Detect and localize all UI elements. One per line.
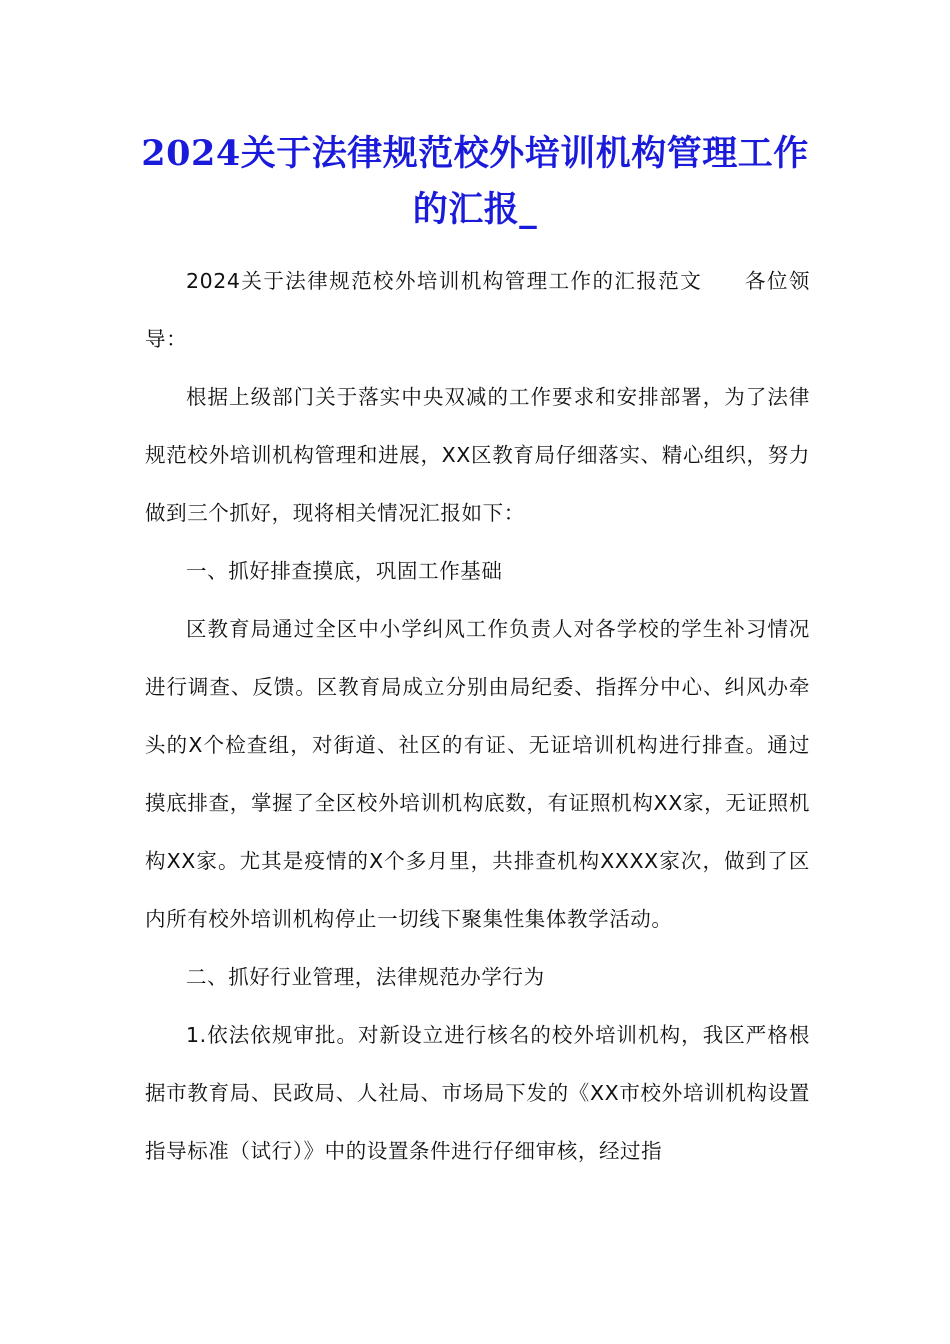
paragraph-section-2-item-1: 1.依法依规审批。对新设立进行核名的校外培训机构，我区严格根据市教育局、民政局、人社局、市场局下发的《XX市校外培训机构设置指导标准（试行）》中的设置条件进行仔细审核，经过指 (145, 1023, 810, 1163)
section-heading-1: 一、抓好排查摸底，巩固工作基础 (186, 559, 503, 583)
paragraph-intro: 根据上级部门关于落实中央双减的工作要求和安排部署，为了法律规范校外培训机构管理和进展，XX区教育局仔细落实、精心组织，努力做到三个抓好，现将相关情况汇报如下： (145, 385, 810, 525)
section-heading-2: 二、抓好行业管理，法律规范办学行为 (186, 965, 545, 989)
paragraph-section-1: 区教育局通过全区中小学纠风工作负责人对各学校的学生补习情况进行调查、反馈。区教育局成立分别由局纪委、指挥分中心、纠风办牵头的X个检查组，对街道、社区的有证、无证培训机构进行排查。通过摸底排查，掌握了全区校外培训机构底数，有证照机构XX家，无证照机构XX家。尤其是疫情的X个多月里，共排查机构XXXX家次，做到了区内所有校外培训机构停止一切线下聚集性集体教学活动。 (145, 617, 810, 931)
opening-title: 2024关于法律规范校外培训机构管理工作的汇报范文 (186, 269, 703, 293)
document-body (145, 252, 810, 1180)
document-title: 2024关于法律规范校外培训机构管理工作的汇报_ (141, 133, 809, 230)
opening-paragraph (145, 252, 810, 368)
salutation: 各位领导： (145, 269, 810, 351)
